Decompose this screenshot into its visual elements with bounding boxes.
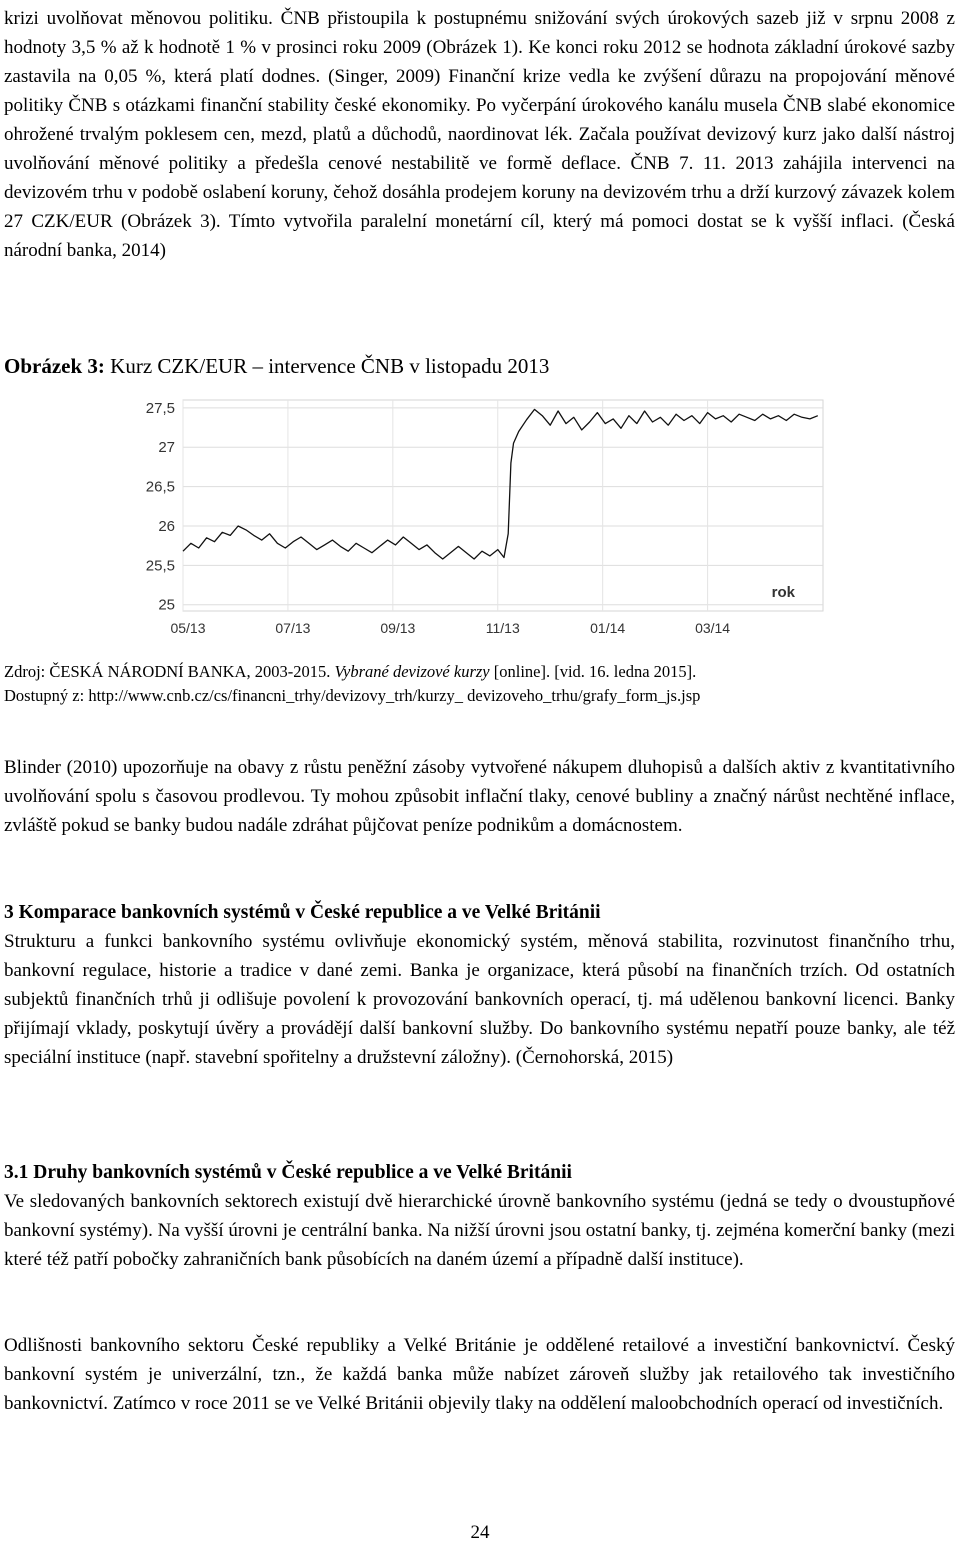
x-tick-label: 05/13	[170, 620, 206, 636]
page-number: 24	[470, 1522, 490, 1543]
paragraph-intro: krizi uvolňovat měnovou politiku. ČNB přistoupila k postupnému snižování svých úrokových sazeb již v srpnu 2008 z hodnoty 3,5 % až k hodnotě 1 % v prosinci roku 2009 (Obrázek 1). Ke konci roku 2012 se hodnota základní úrokové sazby zastavila na 0,05 %, která platí dodnes. (Singer, 2009) Finanční krize vedla ke zvýšení důrazu na propojování měnové politiky ČNB s otázkami finanční stability české ekonomiky. Po vyčerpání úrokového kanálu musela ČNB slabé ekonomice ohrožené trvalým poklesem cen, mezd, platů a důchodů, naordinovat lék. Začala používat devizový kurz jako další nástroj uvolňování měnové politiky a předešla cenové nestabilitě ve formě deflace. ČNB 7. 11. 2013 zahájila intervenci na devizovém trhu v podobě oslabení koruny, čehož dosáhla prodejem koruny na devizovém trhu a drží kurzový závazek kolem 27 CZK/EUR (Obrázek 3). Tímto vytvořila paralelní monetární cíl, který má pomoci dostat se k vyšší inflaci. (Česká národní banka, 2014)	[4, 8, 955, 261]
y-tick-label: 27,5	[145, 399, 175, 417]
heading-section-3: 3 Komparace bankovních systémů v České republice a ve Velké Británii	[4, 902, 601, 923]
chart-svg	[135, 395, 835, 645]
paragraph-section-3-1: Ve sledovaných bankovních sektorech existují dvě hierarchické úrovně bankovního systému (jedná se tedy o dvoustupňové bankovní systémy). Na vyšší úrovni je centrální banka. Na nižší úrovni jsou ostatní banky, tj. zejména komerční banky (mezi které též patří pobočky zahraničních bank působících na daném území a případně další instituce).	[4, 1191, 955, 1270]
x-axis-unit-label: rok	[771, 584, 795, 601]
y-tick-label: 27	[158, 439, 175, 457]
exchange-rate-chart	[135, 395, 835, 645]
figure-label: Obrázek 3:	[4, 354, 105, 378]
y-tick-label: 26	[158, 517, 175, 535]
plot-area	[183, 400, 823, 611]
x-tick-label: 03/14	[695, 620, 731, 636]
paragraph-blinder: Blinder (2010) upozorňuje na obavy z růstu peněžní zásoby vytvořené nákupem dluhopisů a dalších aktiv z kvantitativního uvolňování spolu s časovou prodlevou. Ty mohou způsobit inflační tlaky, cenové bubliny a značný nárůst nechtěné inflace, zvláště pokud se banky budou nadále zdráhat půjčovat peníze podnikům a domácnostem.	[4, 757, 955, 836]
y-tick-label: 25,5	[145, 557, 175, 575]
x-tick-label: 01/14	[590, 620, 626, 636]
x-tick-label: 11/13	[485, 620, 520, 636]
paragraph-section-3: Strukturu a funkci bankovního systému ovlivňuje ekonomický systém, měnová stabilita, rozvinutost finančního trhu, bankovní regulace, historie a tradice v dané zemi. Banka je organizace, která působí na finančních trzích. Od ostatních subjektů finančních trhů ji odlišuje povolení k provozování bankovních operací, tj. má udělenou bankovní licenci. Banky přijímají vklady, poskytují úvěry a provádějí další bankovní služby. Do bankovního systému nepatří pouze banky, ale též speciální instituce (např. stavební spořitelny a družstevní záložny). (Černohorská, 2015)	[4, 931, 955, 1068]
source-citation: Zdroj: ČESKÁ NÁRODNÍ BANKA, 2003-2015.	[4, 662, 335, 681]
x-tick-label: 07/13	[275, 620, 311, 636]
y-tick-label: 25	[158, 596, 175, 614]
figure-caption	[4, 351, 955, 381]
y-tick-label: 26,5	[145, 478, 175, 496]
heading-section-3-1: 3.1 Druhy bankovních systémů v České republice a ve Velké Británii	[4, 1162, 572, 1183]
figure-source-url: Dostupný z: http://www.cnb.cz/cs/financni_trhy/devizovy_trh/kurzy_ devizoveho_trhu/grafy_form_js.jsp	[4, 686, 701, 705]
source-title: Vybrané devizové kurzy	[334, 662, 490, 681]
paragraph-differences: Odlišnosti bankovního sektoru České republiky a Velké Británie je oddělené retailové a investiční bankovnictví. Český bankovní systém je univerzální, tzn., že každá banka může nabízet zároveň služby jak retailového tak investičního bankovnictví. Zatímco v roce 2011 se ve Velké Británii objevily tlaky na oddělení maloobchodních operací od investičních.	[4, 1335, 955, 1414]
source-accessed: [online]. [vid. 16. ledna 2015].	[489, 662, 697, 681]
figure-title: Kurz CZK/EUR – intervence ČNB v listopadu 2013	[110, 354, 550, 378]
x-tick-label: 09/13	[380, 620, 416, 636]
figure-source	[4, 660, 955, 684]
